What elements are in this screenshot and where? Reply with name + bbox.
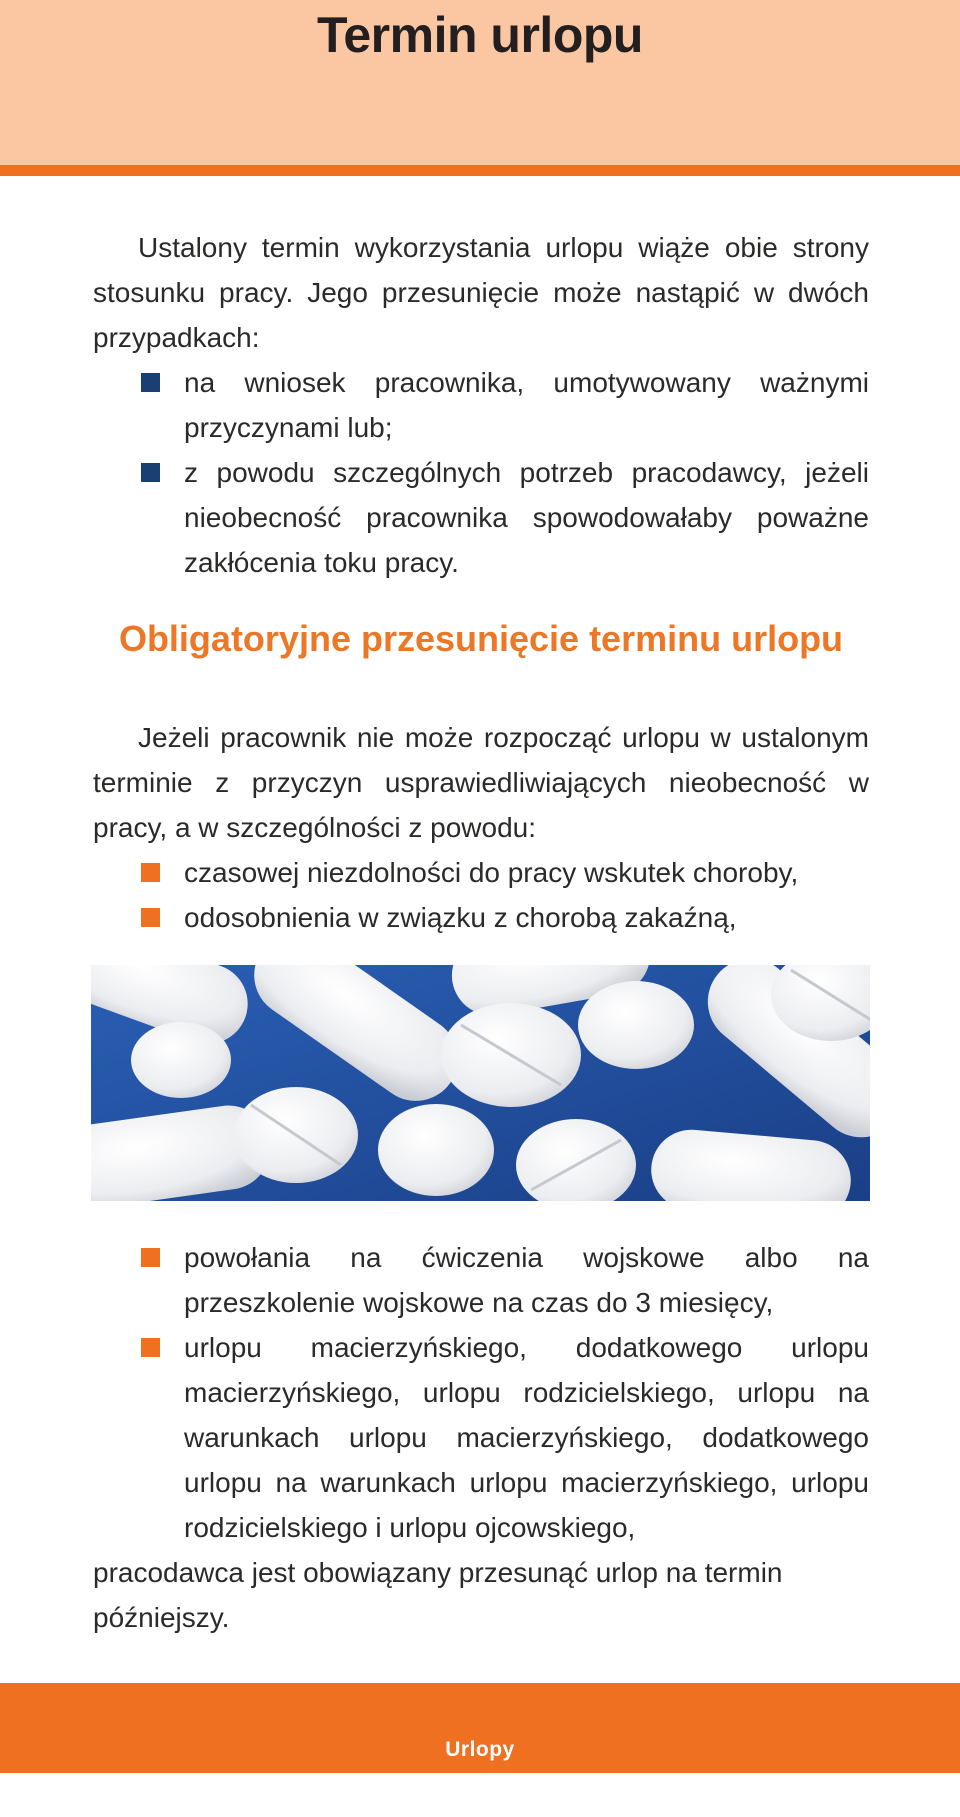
bullet-text: z powodu szczególnych potrzeb pracodawcy, jeżeli nieobecność pracownika spowodowałaby poważne zakłócenia toku pracy.: [184, 457, 869, 578]
continued-section: [93, 1235, 869, 1640]
bullet-text: powołania na ćwiczenia wojskowe albo na przeszkolenie wojskowe na czas do 3 miesięcy,: [184, 1242, 869, 1318]
pills-photo: [91, 965, 870, 1201]
list-item: [93, 450, 869, 585]
closing-paragraph: pracodawca jest obowiązany przesunąć urlop na termin późniejszy.: [93, 1557, 783, 1633]
section-paragraph: Jeżeli pracownik nie może rozpocząć urlopu w ustalonym terminie z przyczyn usprawiedliwiających nieobecność w pracy, a w szczególności z powodu:: [93, 722, 869, 843]
list-item: [93, 1235, 869, 1325]
obligatory-section: [93, 715, 869, 940]
intro-bullet-list: [93, 360, 869, 585]
square-bullet-icon: [141, 463, 160, 482]
bullet-text: na wniosek pracownika, umotywowany ważnymi przyczynami lub;: [184, 367, 869, 443]
pills-illustration: [91, 965, 870, 1201]
header-divider: [0, 165, 960, 176]
list-item: [93, 895, 869, 940]
square-bullet-icon: [141, 863, 160, 882]
intro-paragraph: Ustalony termin wykorzystania urlopu wiąże obie strony stosunku pracy. Jego przesunięcie może nastąpić w dwóch przypadkach:: [93, 232, 869, 353]
bullet-text: odosobnienia w związku z chorobą zakaźną,: [184, 902, 737, 933]
section-heading: Obligatoryjne przesunięcie terminu urlopu: [118, 618, 844, 659]
bullet-text: czasowej niezdolności do pracy wskutek choroby,: [184, 857, 799, 888]
section-bullet-list-1: [93, 850, 869, 940]
square-bullet-icon: [141, 373, 160, 392]
page-title: Termin urlopu: [317, 7, 643, 63]
footer-label: Urlopy: [445, 1738, 515, 1761]
square-bullet-icon: [141, 1248, 160, 1267]
list-item: [93, 1325, 869, 1550]
square-bullet-icon: [141, 908, 160, 927]
square-bullet-icon: [141, 1338, 160, 1357]
bullet-text: urlopu macierzyńskiego, dodatkowego urlopu macierzyńskiego, urlopu rodzicielskiego, urlopu na warunkach urlopu macierzyńskiego, dodatkowego urlopu na warunkach urlopu macierzyńskiego, urlopu rodzicielskiego i urlopu ojcowskiego,: [184, 1332, 869, 1543]
section-bullet-list-2: [93, 1235, 869, 1550]
list-item: [93, 850, 869, 895]
list-item: [93, 360, 869, 450]
intro-section: [93, 225, 869, 585]
